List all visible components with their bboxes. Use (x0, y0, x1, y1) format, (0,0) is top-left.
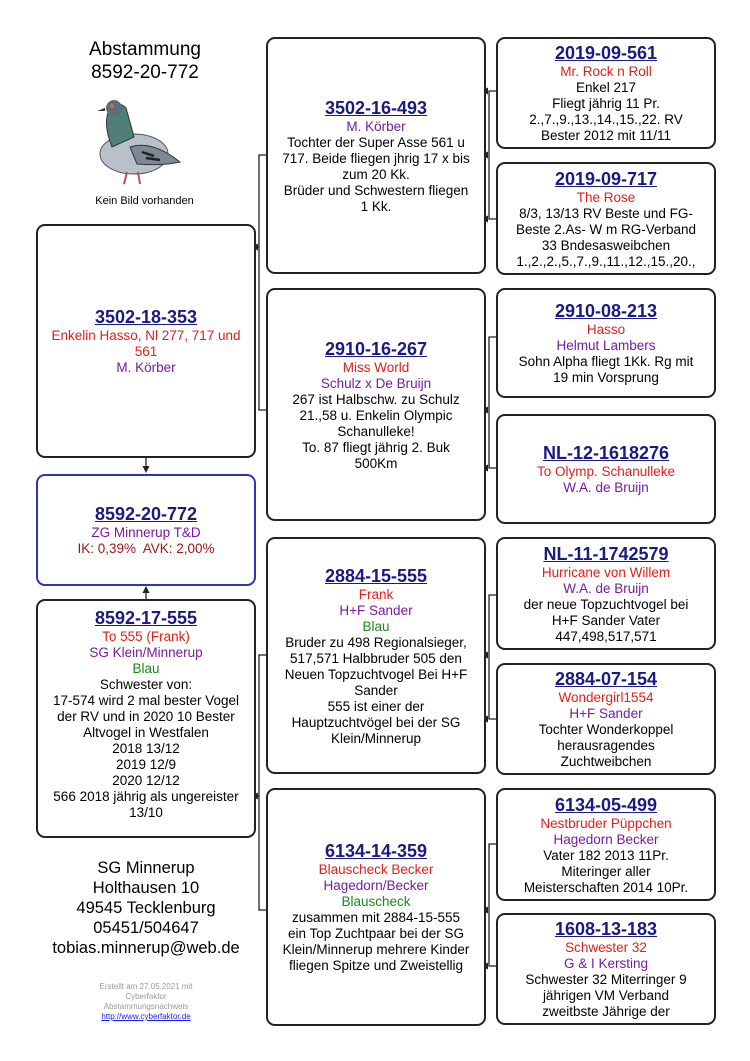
mother-name: To 555 (Frank) (102, 629, 190, 644)
description-line: 500Km (354, 455, 398, 471)
ff-description (282, 135, 470, 215)
description-line: 17-574 wird 2 mal bester Vogel (52, 693, 240, 708)
description-line: der RV und in 2020 10 Bester (57, 709, 235, 724)
description-line: Schwester von: (99, 677, 193, 692)
ff-ring-number[interactable]: 3502-16-493 (324, 97, 428, 118)
owner-name: SG Minnerup (97, 859, 195, 877)
description-line: Bruder zu 498 Regionalsieger, (285, 634, 467, 650)
mf-breeder: H+F Sander (339, 602, 413, 618)
fmm-card[interactable] (496, 414, 716, 524)
description-line: Schwester 32 Miterringer 9 (525, 972, 687, 987)
footer-line1: Erstellt am 27.05.2021 mit (99, 982, 193, 991)
mfm-name: Wondergirl1554 (558, 690, 654, 705)
description-line: Schanulleke! (337, 423, 415, 439)
description-line: Zuchtweibchen (560, 754, 652, 769)
description-line: 19 min Vorsprung (553, 370, 659, 385)
mother-ring-number[interactable]: 8592-17-555 (94, 608, 198, 628)
description-line: ein Top Zuchtpaar bei der SG (287, 926, 465, 941)
description-line: zum 20 Kk. (342, 166, 410, 182)
father-breeder: M. Körber (116, 360, 176, 375)
subject-stats: IK: 0,39% AVK: 2,00% (77, 541, 215, 556)
owner-info (36, 858, 256, 958)
mm-name: Blauscheck Becker (318, 862, 434, 877)
ffm-card[interactable] (496, 162, 716, 275)
description-line: 1.,2.,2.,5.,7.,9.,11.,12.,15.,20., (516, 253, 696, 269)
mfm-card[interactable] (496, 663, 716, 775)
ffm-description (516, 206, 696, 270)
mother-card[interactable] (36, 599, 256, 838)
owner-email[interactable]: tobias.minnerup@web.de (52, 939, 240, 957)
description-line: Brüder und Schwestern fliegen (283, 182, 469, 198)
fm-ring-number[interactable]: 2910-16-267 (324, 338, 428, 359)
description-line: jährigen VM Verband (542, 988, 670, 1003)
description-line: H+F Sander Vater (551, 612, 661, 628)
fmf-ring-number[interactable]: 2910-08-213 (554, 301, 658, 321)
page-title: Abstammung (89, 39, 201, 60)
description-line: 2.,7.,9.,13.,14.,15.,22. RV (529, 112, 683, 127)
owner-street: Holthausen 10 (92, 879, 200, 897)
mmm-ring-number[interactable]: 1608-13-183 (554, 919, 658, 939)
mff-name: Hurricane von Willem (541, 564, 671, 580)
fff-card[interactable] (496, 37, 716, 149)
description-line: 447,498,517,571 (555, 628, 657, 644)
owner-city: 49545 Tecklenburg (76, 899, 216, 917)
mf-name: Frank (358, 586, 394, 602)
owner-phone: 05451/504647 (93, 919, 199, 937)
description-line: 13/10 (129, 805, 163, 820)
mmm-description (525, 972, 686, 1020)
father-card[interactable] (36, 224, 256, 458)
father-ring-number[interactable]: 3502-18-353 (94, 307, 198, 327)
description-line: Meisterschaften 2014 10Pr. (523, 879, 689, 895)
description-line: der neue Topzuchtvogel bei (523, 596, 689, 612)
mf-ring-number[interactable]: 2884-15-555 (324, 565, 428, 586)
subject-ring-number[interactable]: 8592-20-772 (94, 504, 198, 524)
mff-breeder: W.A. de Bruijn (563, 580, 649, 596)
fm-breeder: Schulz x De Bruijn (320, 375, 432, 391)
ff-card[interactable] (266, 37, 486, 274)
fmm-breeder: W.A. de Bruijn (563, 480, 649, 495)
father-name: Enkelin Hasso, Nl 277, 717 und 561 (51, 328, 241, 359)
description-line: 2019 12/9 (115, 757, 177, 772)
subject-card[interactable] (36, 474, 256, 586)
fmm-ring-number[interactable]: NL-12-1618276 (542, 443, 670, 463)
mmf-breeder: Hagedorn Becker (553, 831, 659, 847)
description-line: Bester 2012 mit 11/11 (540, 128, 672, 143)
mm-breeder: Hagedorn/Becker (323, 878, 429, 893)
fff-ring-number[interactable]: 2019-09-561 (554, 43, 658, 63)
description-line: Enkel 217 (575, 80, 637, 95)
description-line: Neuen Topzuchtvogel Bei H+F (284, 666, 468, 682)
description-line: 21.,58 u. Enkelin Olympic (299, 407, 453, 423)
fm-name: Miss World (342, 359, 410, 375)
description-line: Beste 2.As- W m RG-Verband (515, 221, 697, 237)
description-line: Klein/Minnerup mehrere Kinder (282, 942, 470, 957)
mm-card[interactable] (266, 788, 486, 1026)
mf-card[interactable] (266, 537, 486, 774)
mfm-description (539, 722, 674, 770)
no-image-caption: Kein Bild vorhanden (95, 195, 194, 207)
mfm-ring-number[interactable]: 2884-07-154 (554, 669, 658, 689)
description-line: 1 Kk. (360, 198, 392, 214)
description-line: zweitbste Jährige der (542, 1004, 670, 1019)
footer-link[interactable]: http://www.cyberfaktor.de (101, 1012, 191, 1021)
mmf-name: Nestbruder Püppchen (540, 815, 672, 831)
description-line: 717. Beide fliegen jhrig 17 x bis (282, 150, 470, 166)
mmm-breeder: G & I Kersting (563, 956, 649, 971)
mm-ring-number[interactable]: 6134-14-359 (324, 841, 428, 861)
description-line: 2020 12/12 (112, 773, 180, 788)
mf-description (285, 635, 468, 747)
fff-name: Mr. Rock n Roll (560, 64, 652, 79)
description-line: 555 ist einer der (327, 698, 425, 714)
description-line: Fliegt jährig 11 Pr. (552, 96, 660, 111)
description-line: 267 ist Halbschw. zu Schulz (292, 391, 460, 407)
fmf-name: Hasso (586, 322, 626, 337)
description-line: Sohn Alpha fliegt 1Kk. Rg mit (518, 354, 694, 369)
mff-description (524, 597, 689, 645)
footer-credits (76, 982, 216, 1022)
description-line: fliegen Spitze und Zweistellig (288, 958, 464, 973)
fm-card[interactable] (266, 288, 486, 521)
description-line: zusammen mit 2884-15-555 (291, 910, 461, 925)
description-line: herausragendes (557, 738, 655, 753)
footer-line3: Abstammungsnachweis (103, 1002, 189, 1011)
description-line: 2018 13/12 (112, 741, 180, 756)
fmf-description (519, 354, 694, 386)
fff-description (529, 80, 683, 144)
mmf-description (524, 848, 688, 896)
description-line: Altvogel in Westfalen (83, 725, 209, 740)
description-line: Vater 182 2013 11Pr. (543, 847, 669, 863)
mmf-card[interactable] (496, 788, 716, 901)
description-line: 8/3, 13/13 RV Beste und FG- (519, 205, 693, 221)
description-line: 517,571 Halbbruder 505 den (290, 650, 462, 666)
mff-card[interactable] (496, 537, 716, 650)
subject-name: ZG Minnerup T&D (91, 525, 201, 540)
description-line: Hauptzuchtvögel bei der SG (291, 714, 461, 730)
mf-color: Blau (362, 618, 390, 634)
ff-breeder: M. Körber (346, 118, 406, 134)
description-line: Klein/Minnerup (330, 730, 422, 746)
mff-ring-number[interactable]: NL-11-1742579 (543, 543, 669, 564)
mmm-card[interactable] (496, 913, 716, 1025)
fmf-card[interactable] (496, 288, 716, 398)
fmm-name: To Olymp. Schanulleke (536, 464, 676, 479)
description-line: Sander (354, 682, 398, 698)
description-line: 566 2018 jährig als ungereister (53, 789, 239, 804)
mother-description (53, 677, 239, 821)
description-line: 33 Bndesasweibchen (541, 237, 671, 253)
mother-breeder: SG Klein/Minnerup (89, 645, 203, 660)
fmf-breeder: Helmut Lambers (556, 338, 656, 353)
footer-line2: Cyberfaktor (125, 992, 167, 1001)
mmm-name: Schwester 32 (565, 940, 647, 955)
ffm-name: The Rose (576, 189, 636, 205)
fm-description (292, 392, 459, 472)
mother-color: Blau (132, 661, 160, 676)
mm-color: Blauscheck (341, 894, 411, 909)
description-line: Tochter der Super Asse 561 u (287, 134, 465, 150)
ffm-ring-number[interactable]: 2019-09-717 (554, 168, 658, 189)
description-line: To. 87 fliegt jährig 2. Buk (302, 439, 450, 455)
mfm-breeder: H+F Sander (569, 706, 643, 721)
description-line: Miteringer aller (561, 863, 651, 879)
mm-description (283, 910, 470, 974)
header-ring-number: 8592-20-772 (91, 62, 199, 83)
mmf-ring-number[interactable]: 6134-05-499 (554, 794, 658, 815)
description-line: Tochter Wonderkoppel (538, 722, 674, 737)
